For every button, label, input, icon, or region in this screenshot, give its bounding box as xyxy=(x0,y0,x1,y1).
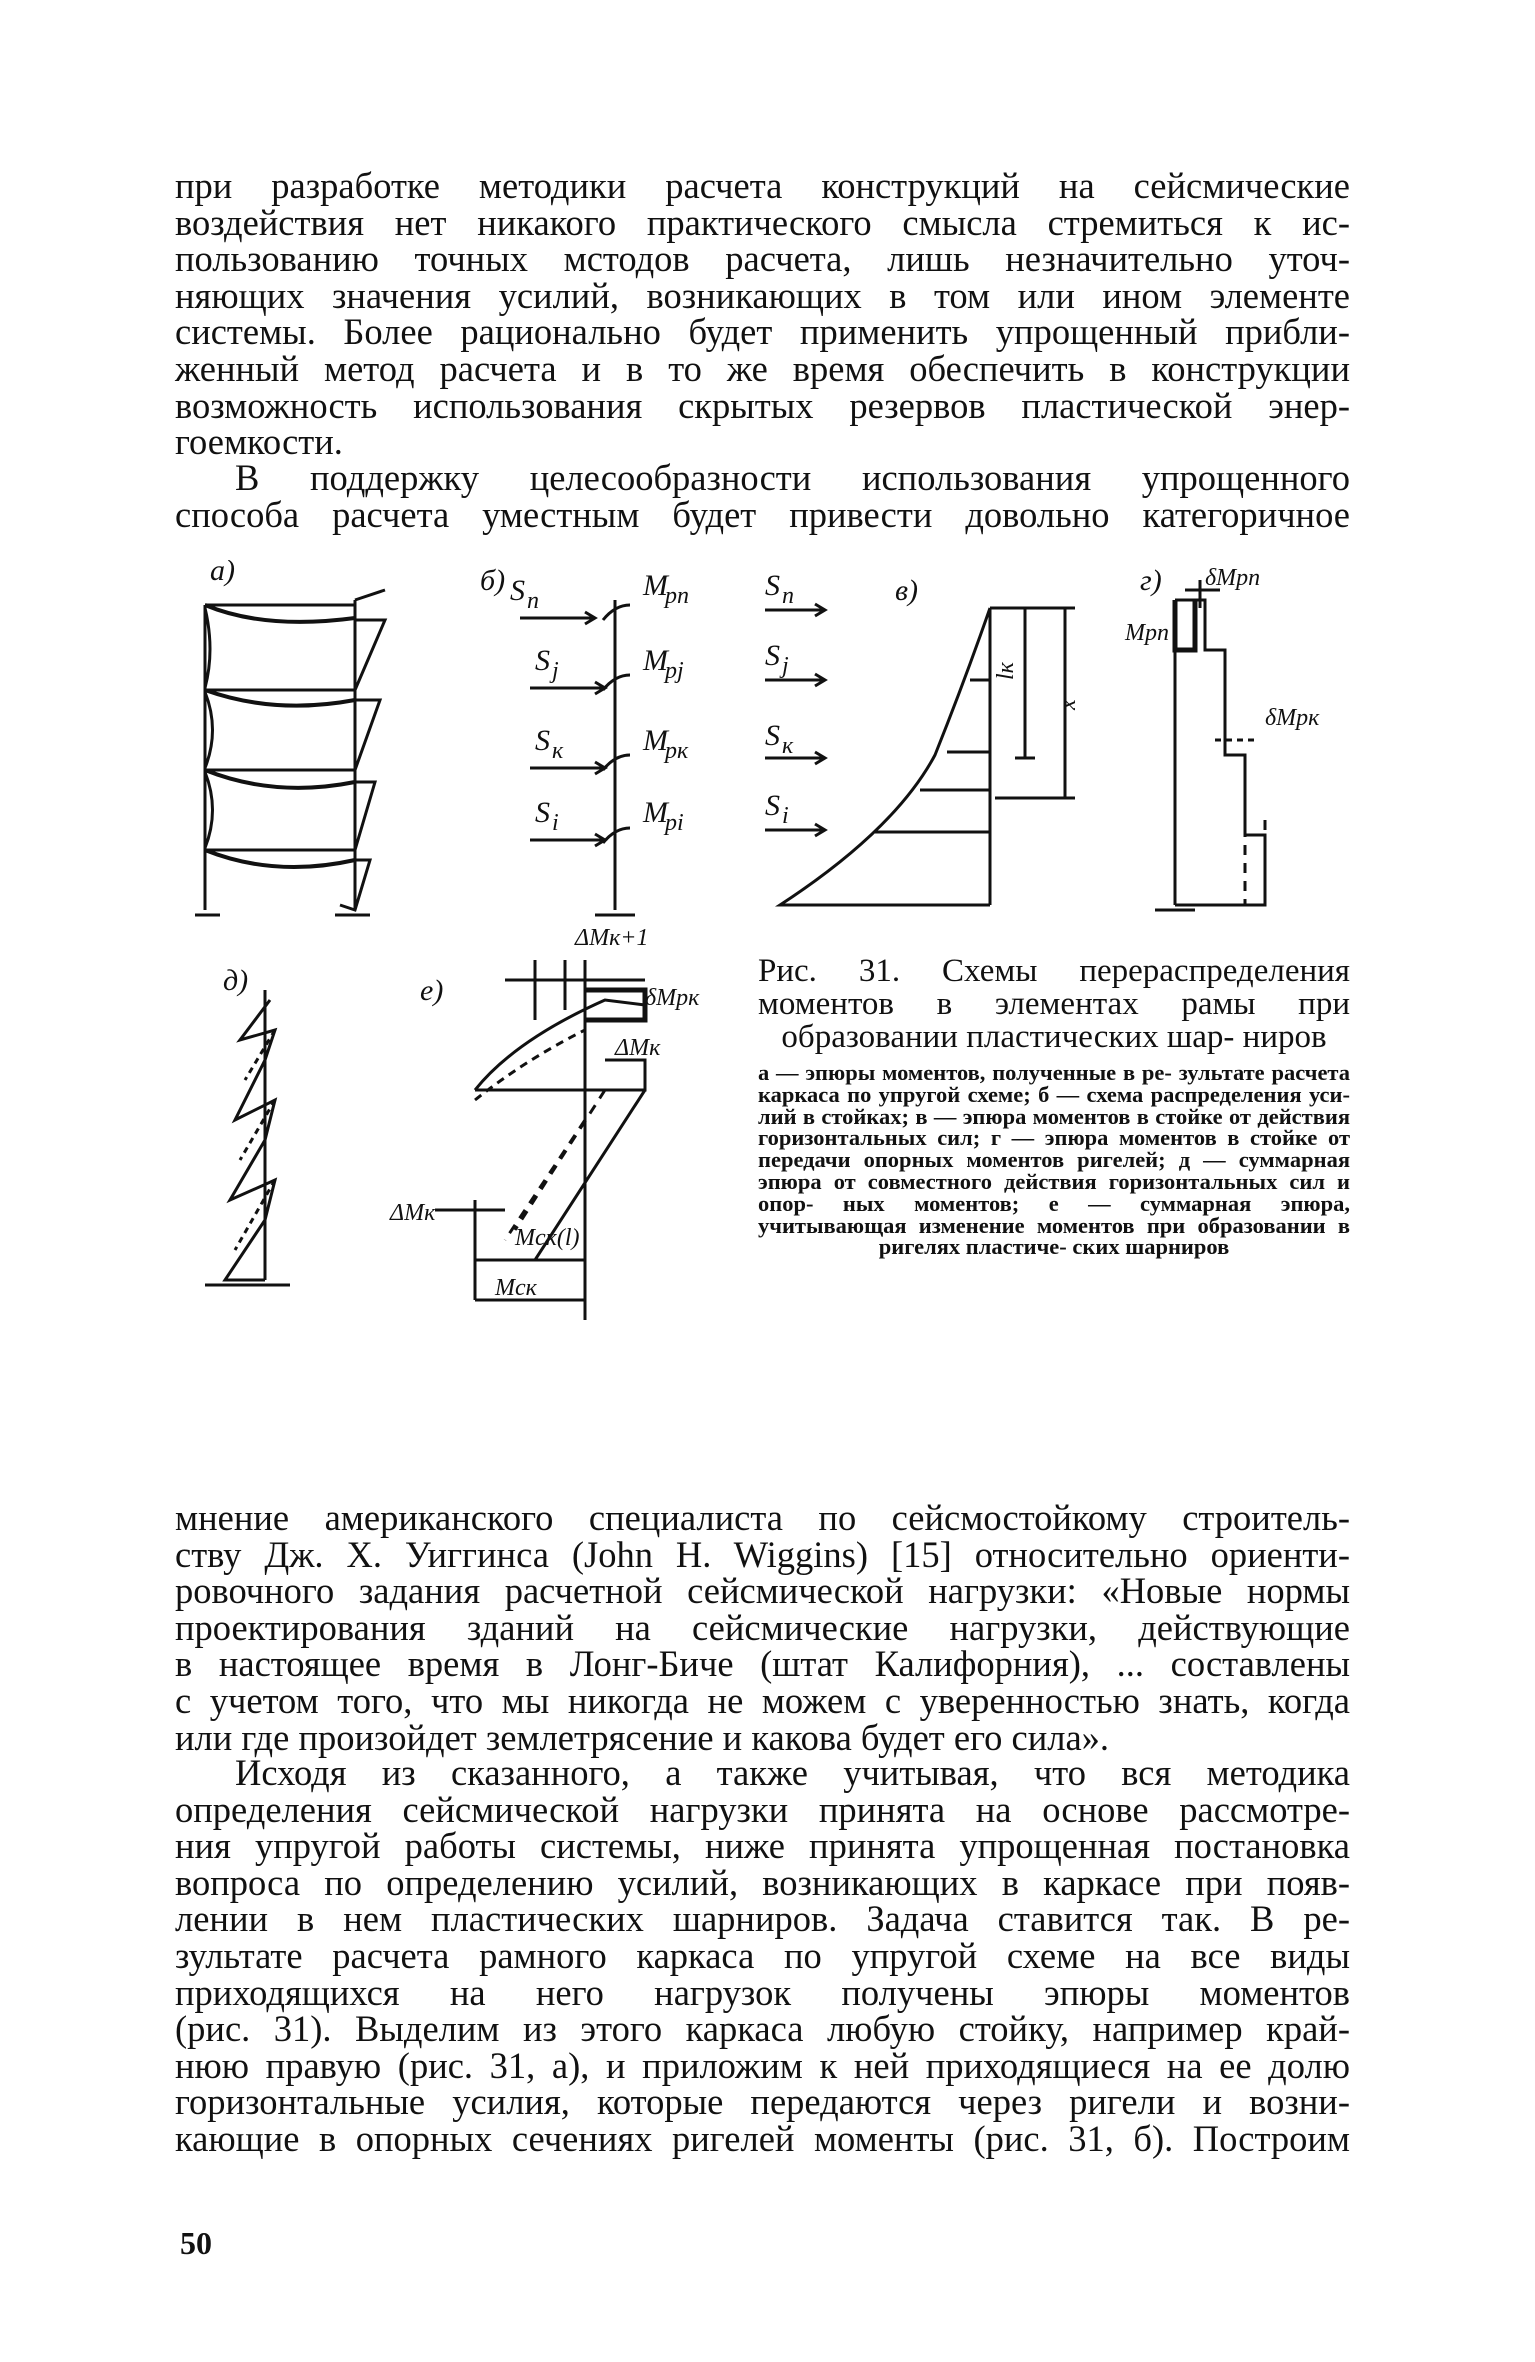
paragraph-3 xyxy=(175,1497,1350,1758)
caption-body-line: в стойке от действия горизонтальных xyxy=(758,1103,1350,1151)
text-line: приходящихся на него нагрузок получены эпюры моментов xyxy=(175,1971,1350,2013)
moment-m-pn-sub: рn xyxy=(665,583,689,609)
text-line: горизонтальные усилия, которые передаются через ригели и возни- xyxy=(175,2081,1350,2123)
text-line: проектирования зданий на сейсмические нагрузки, действующие xyxy=(175,1606,1350,1648)
e-mck-label: Mск xyxy=(495,1275,537,1301)
text-line: при разработке методики расчета конструкций на сейсмические xyxy=(175,165,1350,206)
text-line: или где произойдет землетрясение и какова будет его сила». xyxy=(175,1716,1110,1758)
caption-body xyxy=(758,1062,1350,1258)
force-s-j-sub: j xyxy=(552,658,559,684)
e-dmk-left-label: ΔMк xyxy=(390,1200,436,1226)
paragraph-4 xyxy=(175,1752,1350,2159)
v-x-label: x xyxy=(1055,699,1081,710)
panel-d-label: д) xyxy=(223,964,249,997)
text-line: гоемкости. xyxy=(175,421,343,463)
force-s-i-sub: i xyxy=(552,810,559,836)
panel-e-redistribution xyxy=(389,925,700,1320)
text-line: с учетом того, что мы никогда не можем с уверенностью знать, когда xyxy=(175,1679,1350,1721)
figure-caption xyxy=(758,955,1350,1258)
caption-body-line: д — суммарная эпюра от совместного xyxy=(758,1147,1350,1194)
moment-m-pi-sub: рi xyxy=(665,810,684,836)
text-line: воздействия нет никакого практического смысла стремиться к ис- xyxy=(175,201,1350,243)
caption-body-line: ных моментов; е — суммарная эпюра, xyxy=(842,1190,1350,1216)
caption-body-line: учитывающая изменение моментов xyxy=(758,1212,1147,1238)
panel-b-label: б) xyxy=(480,564,506,597)
text-line: В поддержку целесообразности использования упрощенного xyxy=(235,457,1350,498)
text-line: пользованию точных мстодов расчета, лишь незначительно уточ- xyxy=(175,238,1350,280)
g-dmpk-label: δMрк xyxy=(1265,705,1320,731)
panel-v-label: в) xyxy=(895,574,919,607)
panel-a-moment-diagram xyxy=(195,560,385,915)
caption-title-line: образовании пластических шар- xyxy=(781,1019,1243,1055)
caption-body-line: при образовании в ригелях пластиче- xyxy=(878,1212,1351,1260)
caption-title-line: Рис. 31. Схемы перераспределения xyxy=(758,953,1350,989)
text-line: определения сейсмической нагрузки принята на основе рассмотре- xyxy=(175,1788,1350,1830)
paragraph-1 xyxy=(175,165,1350,463)
v-force-s-k: S xyxy=(765,719,780,752)
text-line: в настоящее время в Лонг-Биче (штат Калифорния), ... составлены xyxy=(175,1643,1350,1685)
text-line: вопроса по определению усилий, возникающих в каркасе при появ- xyxy=(175,1861,1350,1903)
text-line: нюю правую (рис. 31, а), и приложим к ней приходящиеся на ее долю xyxy=(175,2044,1350,2086)
text-line: ния упругой работы системы, ниже принята упрощенная постановка xyxy=(175,1825,1350,1867)
panel-d-summed-diagram xyxy=(205,964,290,1285)
e-dmpk-label: δMрк xyxy=(645,985,700,1011)
text-line: ству Дж. Х. Уиггинса (John H. Wiggins) [15] относительно ориенти- xyxy=(175,1533,1350,1575)
moment-m-pk-sub: рк xyxy=(665,738,689,764)
caption-title-line: ниров xyxy=(1242,1019,1327,1055)
moment-m-pj: M xyxy=(643,644,668,677)
panel-b-force-scheme xyxy=(480,564,689,915)
page-number: 50 xyxy=(180,2225,212,2261)
g-dmpn-label: δMрn xyxy=(1205,565,1261,591)
force-s-n: S xyxy=(510,574,525,607)
panel-a-label: а) xyxy=(210,560,235,587)
force-s-k: S xyxy=(535,724,550,757)
text-line: зультате расчета рамного каркаса по упругой схеме на все виды xyxy=(175,1934,1350,1976)
g-mpn-label: Mрn xyxy=(1125,620,1169,646)
v-force-s-j-sub: j xyxy=(782,653,789,679)
force-s-k-sub: к xyxy=(552,738,564,764)
v-lk-label: lк xyxy=(993,662,1019,680)
force-s-n-sub: n xyxy=(527,588,539,614)
text-line: ровочного задания расчетной сейсмической нагрузки: «Новые нормы xyxy=(175,1570,1350,1612)
text-line: мнение американского специалиста по сейсмостойкому строитель- xyxy=(175,1497,1350,1538)
text-line: (рис. 31). Выделим из этого каркаса любую стойку, например край- xyxy=(175,2008,1350,2050)
moment-m-pk: M xyxy=(643,724,668,757)
caption-body-line: ских шарниров xyxy=(1072,1234,1230,1260)
caption-title xyxy=(758,955,1350,1054)
v-force-s-i-sub: i xyxy=(782,803,789,829)
moment-m-pj-sub: рj xyxy=(665,658,684,684)
caption-body-line: передачи опорных моментов ригелей; xyxy=(758,1147,1179,1173)
moment-m-pn: M xyxy=(643,569,668,602)
paragraph-2 xyxy=(175,457,1350,535)
v-force-s-n-sub: n xyxy=(782,583,794,609)
panel-v-column-moment xyxy=(765,569,1081,905)
text-line: женный метод расчета и в то же время обеспечить в конструкции xyxy=(175,347,1350,389)
force-s-i: S xyxy=(535,796,550,829)
panel-g-label: г) xyxy=(1140,564,1162,597)
caption-body-line: действия горизонтальных сил и опор- xyxy=(758,1168,1350,1216)
v-force-s-j: S xyxy=(765,639,780,672)
text-line: системы. Более рационально будет применить упрощенный прибли- xyxy=(175,311,1350,353)
caption-body-line: сил; г — эпюра моментов в стойке от xyxy=(937,1125,1350,1151)
v-force-s-k-sub: к xyxy=(782,733,794,759)
v-force-s-i: S xyxy=(765,789,780,822)
text-line: лении в нем пластических шарниров. Задача ставится так. В ре- xyxy=(175,1898,1350,1940)
e-dmk1-label: ΔMк+1 xyxy=(575,925,649,951)
caption-body-line: схеме; б — схема распределения уси- xyxy=(967,1081,1350,1107)
v-force-s-n: S xyxy=(765,569,780,602)
text-line: способа расчета уместным будет привести довольно категоричное xyxy=(175,493,1350,535)
force-s-j: S xyxy=(535,644,550,677)
caption-body-line: а — эпюры моментов, полученные в ре- xyxy=(758,1060,1179,1085)
text-line: няющих значения усилий, возникающих в том или ином элементе xyxy=(175,274,1350,316)
e-dmk-right-label: ΔMк xyxy=(615,1035,661,1061)
caption-body-line: зультате расчета каркаса по упругой xyxy=(758,1060,1351,1107)
text-line: возможность использования скрытых резервов пластической энер- xyxy=(175,384,1350,426)
panel-g-column-moment xyxy=(1124,564,1320,910)
moment-m-pi: M xyxy=(643,796,668,829)
e-mck-l-label: Mск(l) xyxy=(515,1225,580,1251)
panel-e-label: е) xyxy=(420,974,444,1007)
caption-body-line: лий в стойках; в — эпюра моментов xyxy=(758,1103,1137,1129)
caption-title-line: моментов в элементах рамы при xyxy=(758,986,1350,1022)
text-line: кающие в опорных сечениях ригелей моменты (рис. 31, б). Построим xyxy=(175,2117,1350,2159)
text-line: Исходя из сказанного, а также учитывая, что вся методика xyxy=(235,1752,1350,1793)
